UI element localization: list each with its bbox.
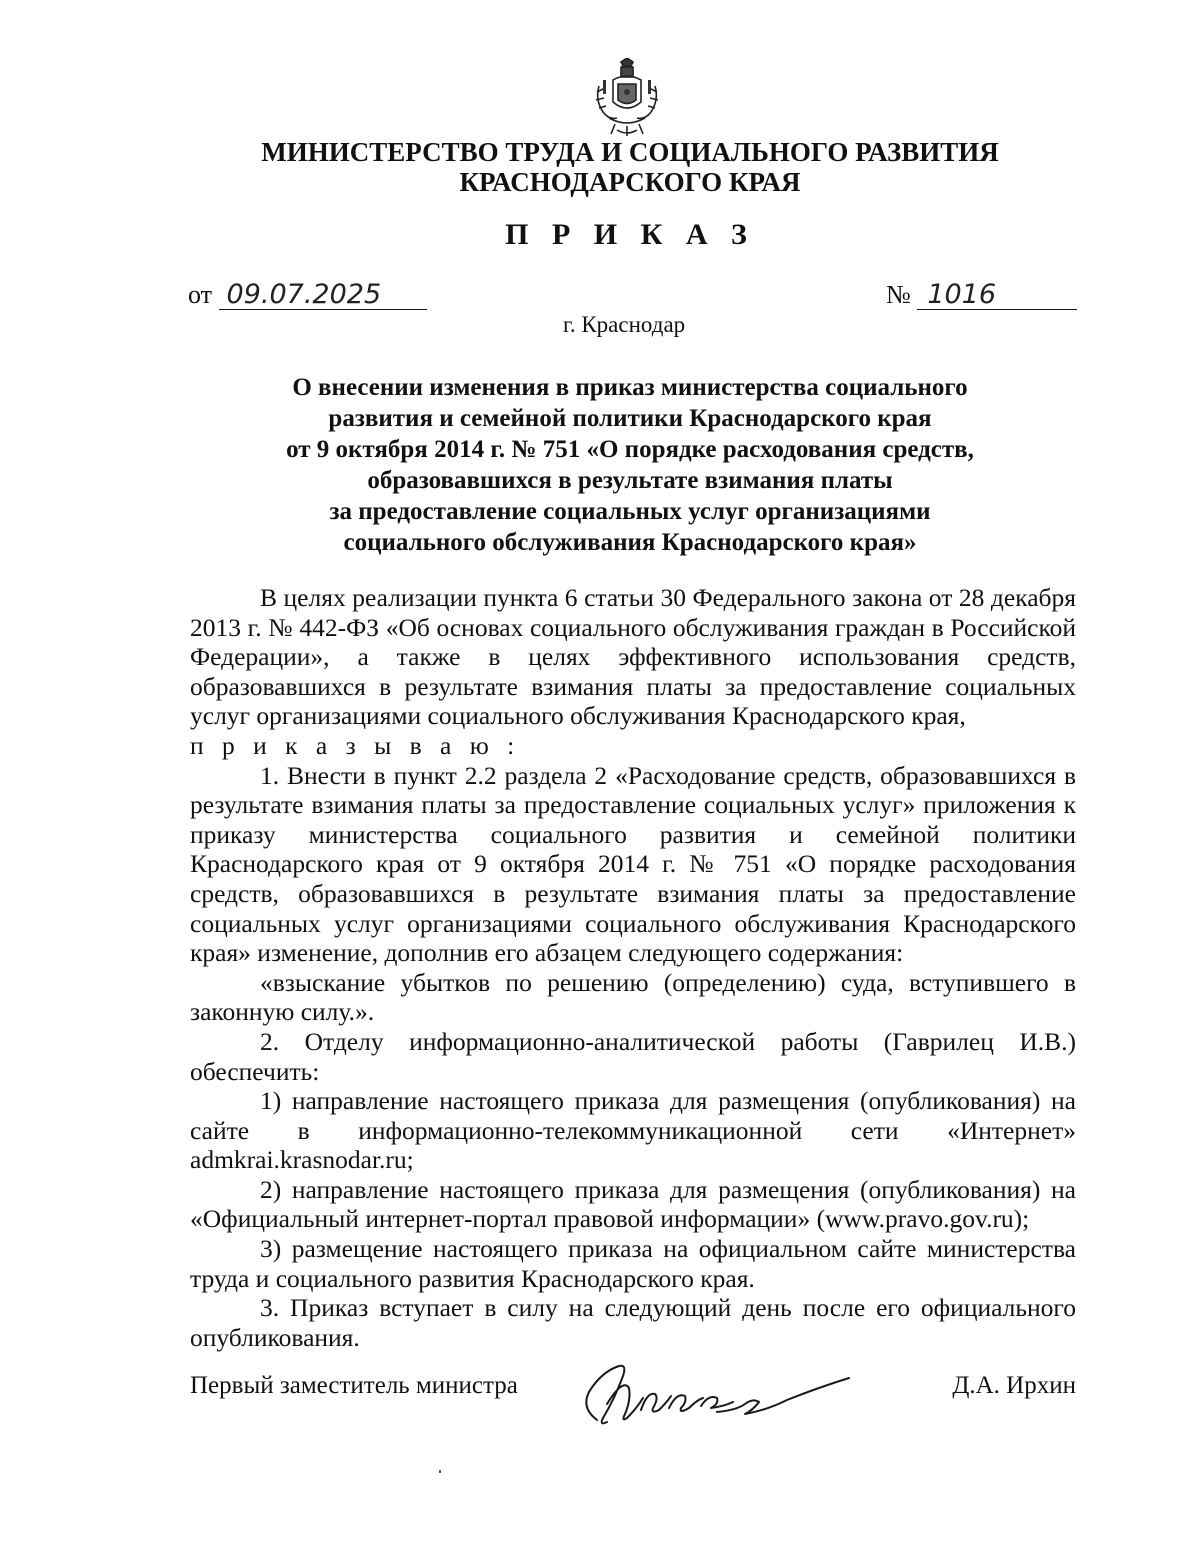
item-2-1-paragraph: 1) направление настоящего приказа для размещения (опубликования) на сайте в информационно-телекоммуникационной сети «Интернет» admkrai.krasnodar.ru; xyxy=(190,1086,1076,1175)
order-subject xyxy=(230,372,1030,558)
item-1-quote-paragraph: «взыскание убытков по решению (определению) суда, вступившего в законную силу.». xyxy=(190,967,1076,1027)
signatory-position: Первый заместитель министра xyxy=(190,1372,518,1399)
order-date-row xyxy=(188,280,427,310)
order-city: г. Краснодар xyxy=(563,312,686,337)
order-title: П Р И К А З xyxy=(505,218,755,251)
date-prefix: от xyxy=(188,280,213,309)
preamble-paragraph: В целях реализации пункта 6 статьи 30 Федерального закона от 28 декабря 2013 г. № 442-ФЗ «Об основах социального обслуживания граждан в Российской Федерации», а также в целях эффективного использования средств, образовавшихся в результате взимания платы за предоставление социальных услуг организациями социального обслуживания Краснодарского края, xyxy=(190,583,1076,731)
item-2-paragraph: 2. Отделу информационно-аналитической работы (Гаврилец И.В.) обеспечить: xyxy=(190,1026,1076,1086)
order-body xyxy=(190,583,1076,1352)
item-1-paragraph: 1. Внести в пункт 2.2 раздела 2 «Расходование средств, образовавшихся в результате взимания платы за предоставление социальных услуг» приложения к приказу министерства социального развития и семейной политики Краснодарского края от 9 октября 2014 г. № 751 «О порядке расходования средств, образовавшихся в результате взимания платы за предоставление социальных услуг организациями социального обслуживания Краснодарского края» изменение, дополнив его абзацем следующего содержания: xyxy=(190,760,1076,968)
ministry-name-line2: КРАСНОДАРСКОГО КРАЯ xyxy=(459,167,801,197)
number-prefix: № xyxy=(886,280,911,309)
signatory-name: Д.А. Ирхин xyxy=(952,1372,1076,1399)
subject-line: развития и семейной политики Краснодарского края xyxy=(328,405,932,432)
krasnodar-coat-of-arms-icon xyxy=(591,58,663,138)
subject-line: образовавшихся в результате взимания платы xyxy=(367,467,893,494)
order-number: 1016 xyxy=(917,281,1077,310)
item-2-2-paragraph: 2) направление настоящего приказа для размещения (опубликования) на «Официальный интернет-портал правовой информации» (www.pravo.gov.ru); xyxy=(190,1174,1076,1234)
ministry-name xyxy=(150,137,1110,197)
subject-line: О внесении изменения в приказ министерства социального xyxy=(292,374,968,401)
ministry-name-line1: МИНИСТЕРСТВО ТРУДА И СОЦИАЛЬНОГО РАЗВИТИЯ xyxy=(261,137,999,167)
item-2-3-paragraph: 3) размещение настоящего приказа на официальном сайте министерства труда и социального развития Краснодарского края. xyxy=(190,1234,1076,1293)
handwritten-signature-icon xyxy=(567,1348,857,1436)
scan-speck xyxy=(439,1470,441,1473)
order-word: п р и к а з ы в а ю : xyxy=(190,730,521,760)
order-date: 09.07.2025 xyxy=(219,281,427,310)
subject-line: социального обслуживания Краснодарского края» xyxy=(343,529,917,556)
subject-line: от 9 октября 2014 г. № 751 «О порядке расходования средств, xyxy=(286,436,974,463)
item-3-paragraph: 3. Приказ вступает в силу на следующий день после его официального опубликования. xyxy=(190,1293,1076,1352)
subject-line: за предоставление социальных услуг организациями xyxy=(329,498,931,525)
order-number-row xyxy=(886,280,1077,310)
